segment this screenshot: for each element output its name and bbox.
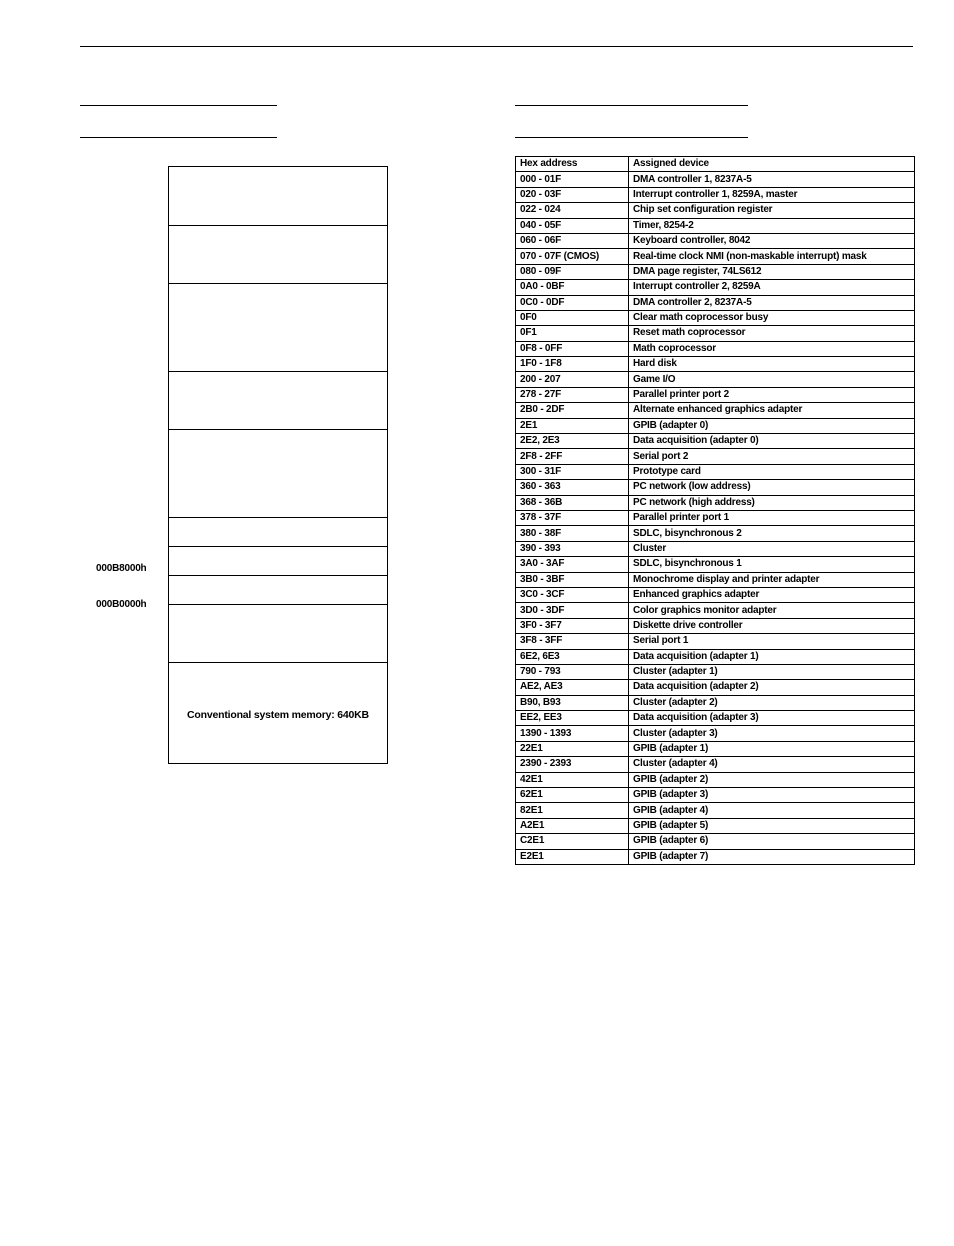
table-row: [516, 387, 915, 402]
hex-address-cell: 278 - 27F: [516, 387, 629, 402]
hex-address-cell: 3F8 - 3FF: [516, 634, 629, 649]
hex-address-cell: 360 - 363: [516, 480, 629, 495]
hex-address-cell: C2E1: [516, 834, 629, 849]
left-heading-rule-2: [80, 137, 277, 138]
column-header-hex-address: Hex address: [516, 157, 629, 172]
table-row: [516, 803, 915, 818]
hex-address-cell: 3B0 - 3BF: [516, 572, 629, 587]
column-header-assigned-device: Assigned device: [629, 157, 915, 172]
assigned-device-cell: GPIB (adapter 2): [629, 772, 915, 787]
assigned-device-cell: GPIB (adapter 6): [629, 834, 915, 849]
hex-address-cell: E2E1: [516, 849, 629, 864]
assigned-device-cell: GPIB (adapter 7): [629, 849, 915, 864]
table-row: [516, 788, 915, 803]
assigned-device-cell: GPIB (adapter 5): [629, 818, 915, 833]
hex-address-cell: 0A0 - 0BF: [516, 280, 629, 295]
header-rule: [80, 46, 913, 47]
table-row: [516, 695, 915, 710]
table-row: [516, 172, 915, 187]
table-row: [516, 557, 915, 572]
memory-segment: [169, 225, 387, 284]
hex-address-cell: 022 - 024: [516, 203, 629, 218]
table-row: [516, 711, 915, 726]
memory-segment: [169, 604, 387, 663]
table-row: [516, 834, 915, 849]
assigned-device-cell: SDLC, bisynchronous 2: [629, 526, 915, 541]
assigned-device-cell: Data acquisition (adapter 2): [629, 680, 915, 695]
table-row: [516, 726, 915, 741]
table-header-row: [516, 157, 915, 172]
assigned-device-cell: Hard disk: [629, 357, 915, 372]
hex-address-cell: AE2, AE3: [516, 680, 629, 695]
memory-segment: [169, 546, 387, 576]
assigned-device-cell: DMA controller 2, 8237A-5: [629, 295, 915, 310]
table-row: [516, 741, 915, 756]
hex-address-cell: 2390 - 2393: [516, 757, 629, 772]
memory-segment: [169, 283, 387, 372]
assigned-device-cell: GPIB (adapter 3): [629, 788, 915, 803]
table-row: [516, 372, 915, 387]
assigned-device-cell: Real-time clock NMI (non-maskable interrupt) mask: [629, 249, 915, 264]
hex-address-cell: 1390 - 1393: [516, 726, 629, 741]
hex-address-cell: 0F0: [516, 310, 629, 325]
assigned-device-cell: Data acquisition (adapter 1): [629, 649, 915, 664]
hex-address-cell: 3C0 - 3CF: [516, 587, 629, 602]
memory-segment: [169, 517, 387, 547]
assigned-device-cell: Chip set configuration register: [629, 203, 915, 218]
assigned-device-cell: Interrupt controller 2, 8259A: [629, 280, 915, 295]
hex-address-cell: 368 - 36B: [516, 495, 629, 510]
assigned-device-cell: Cluster: [629, 541, 915, 556]
hex-address-cell: 6E2, 6E3: [516, 649, 629, 664]
hex-address-cell: B90, B93: [516, 695, 629, 710]
table-row: [516, 634, 915, 649]
assigned-device-cell: Cluster (adapter 4): [629, 757, 915, 772]
memory-segment: [169, 429, 387, 518]
table-row: [516, 849, 915, 864]
table-row: [516, 818, 915, 833]
hex-address-cell: 3F0 - 3F7: [516, 618, 629, 633]
table-row: [516, 326, 915, 341]
table-row: [516, 480, 915, 495]
table-row: [516, 510, 915, 525]
hex-address-cell: 22E1: [516, 741, 629, 756]
hex-address-cell: 2E2, 2E3: [516, 434, 629, 449]
assigned-device-cell: DMA page register, 74LS612: [629, 264, 915, 279]
hex-address-cell: 060 - 06F: [516, 233, 629, 248]
assigned-device-cell: Prototype card: [629, 464, 915, 479]
table-row: [516, 526, 915, 541]
assigned-device-cell: Cluster (adapter 2): [629, 695, 915, 710]
hex-address-cell: A2E1: [516, 818, 629, 833]
table-row: [516, 464, 915, 479]
assigned-device-cell: PC network (high address): [629, 495, 915, 510]
assigned-device-cell: Interrupt controller 1, 8259A, master: [629, 187, 915, 202]
memory-segment: [169, 575, 387, 605]
table-row: [516, 295, 915, 310]
hex-address-cell: 378 - 37F: [516, 510, 629, 525]
hex-address-cell: 1F0 - 1F8: [516, 357, 629, 372]
table-row: [516, 280, 915, 295]
table-row: [516, 603, 915, 618]
assigned-device-cell: SDLC, bisynchronous 1: [629, 557, 915, 572]
hex-address-cell: 2E1: [516, 418, 629, 433]
assigned-device-cell: Cluster (adapter 3): [629, 726, 915, 741]
table-row: [516, 233, 915, 248]
hex-address-cell: 000 - 01F: [516, 172, 629, 187]
table-row: [516, 434, 915, 449]
address-label-b0000: 000B0000h: [96, 599, 147, 610]
hex-address-cell: 200 - 207: [516, 372, 629, 387]
assigned-device-cell: Parallel printer port 1: [629, 510, 915, 525]
hex-address-cell: 42E1: [516, 772, 629, 787]
hex-address-cell: 040 - 05F: [516, 218, 629, 233]
memory-segment: [169, 167, 387, 225]
io-address-table: [515, 156, 915, 865]
table-row: [516, 495, 915, 510]
memory-map: [168, 166, 388, 764]
hex-address-cell: 390 - 393: [516, 541, 629, 556]
table-row: [516, 187, 915, 202]
table-row: [516, 664, 915, 679]
table-row: [516, 587, 915, 602]
table-row: [516, 541, 915, 556]
assigned-device-cell: Keyboard controller, 8042: [629, 233, 915, 248]
assigned-device-cell: GPIB (adapter 1): [629, 741, 915, 756]
table-row: [516, 618, 915, 633]
assigned-device-cell: Timer, 8254-2: [629, 218, 915, 233]
assigned-device-cell: Reset math coprocessor: [629, 326, 915, 341]
hex-address-cell: 0C0 - 0DF: [516, 295, 629, 310]
assigned-device-cell: GPIB (adapter 0): [629, 418, 915, 433]
table-row: [516, 418, 915, 433]
hex-address-cell: 62E1: [516, 788, 629, 803]
hex-address-cell: 2B0 - 2DF: [516, 403, 629, 418]
table-row: [516, 249, 915, 264]
assigned-device-cell: Monochrome display and printer adapter: [629, 572, 915, 587]
hex-address-cell: 0F1: [516, 326, 629, 341]
memory-segment: [169, 371, 387, 430]
assigned-device-cell: Diskette drive controller: [629, 618, 915, 633]
table-row: [516, 649, 915, 664]
assigned-device-cell: Enhanced graphics adapter: [629, 587, 915, 602]
table-row: [516, 449, 915, 464]
assigned-device-cell: Serial port 1: [629, 634, 915, 649]
hex-address-cell: 070 - 07F (CMOS): [516, 249, 629, 264]
assigned-device-cell: Data acquisition (adapter 3): [629, 711, 915, 726]
assigned-device-cell: Game I/O: [629, 372, 915, 387]
table-row: [516, 757, 915, 772]
assigned-device-cell: Color graphics monitor adapter: [629, 603, 915, 618]
assigned-device-cell: Parallel printer port 2: [629, 387, 915, 402]
assigned-device-cell: Data acquisition (adapter 0): [629, 434, 915, 449]
table-row: [516, 357, 915, 372]
assigned-device-cell: DMA controller 1, 8237A-5: [629, 172, 915, 187]
table-row: [516, 264, 915, 279]
hex-address-cell: 300 - 31F: [516, 464, 629, 479]
hex-address-cell: 790 - 793: [516, 664, 629, 679]
assigned-device-cell: Alternate enhanced graphics adapter: [629, 403, 915, 418]
assigned-device-cell: Serial port 2: [629, 449, 915, 464]
table-row: [516, 403, 915, 418]
conventional-memory-segment: Conventional system memory: 640KB: [169, 662, 387, 766]
hex-address-cell: 380 - 38F: [516, 526, 629, 541]
table-row: [516, 203, 915, 218]
table-row: [516, 772, 915, 787]
table-row: [516, 572, 915, 587]
table-row: [516, 218, 915, 233]
table-row: [516, 680, 915, 695]
table-body: [516, 172, 915, 865]
assigned-device-cell: Math coprocessor: [629, 341, 915, 356]
assigned-device-cell: GPIB (adapter 4): [629, 803, 915, 818]
hex-address-cell: 0F8 - 0FF: [516, 341, 629, 356]
right-heading-rule-2: [515, 137, 748, 138]
assigned-device-cell: Cluster (adapter 1): [629, 664, 915, 679]
assigned-device-cell: PC network (low address): [629, 480, 915, 495]
left-heading-rule-1: [80, 105, 277, 106]
assigned-device-cell: Clear math coprocessor busy: [629, 310, 915, 325]
table-row: [516, 341, 915, 356]
hex-address-cell: 080 - 09F: [516, 264, 629, 279]
hex-address-cell: 3D0 - 3DF: [516, 603, 629, 618]
right-heading-rule-1: [515, 105, 748, 106]
hex-address-cell: 2F8 - 2FF: [516, 449, 629, 464]
address-label-b8000: 000B8000h: [96, 563, 147, 574]
table-row: [516, 310, 915, 325]
hex-address-cell: 020 - 03F: [516, 187, 629, 202]
hex-address-cell: EE2, EE3: [516, 711, 629, 726]
hex-address-cell: 82E1: [516, 803, 629, 818]
hex-address-cell: 3A0 - 3AF: [516, 557, 629, 572]
